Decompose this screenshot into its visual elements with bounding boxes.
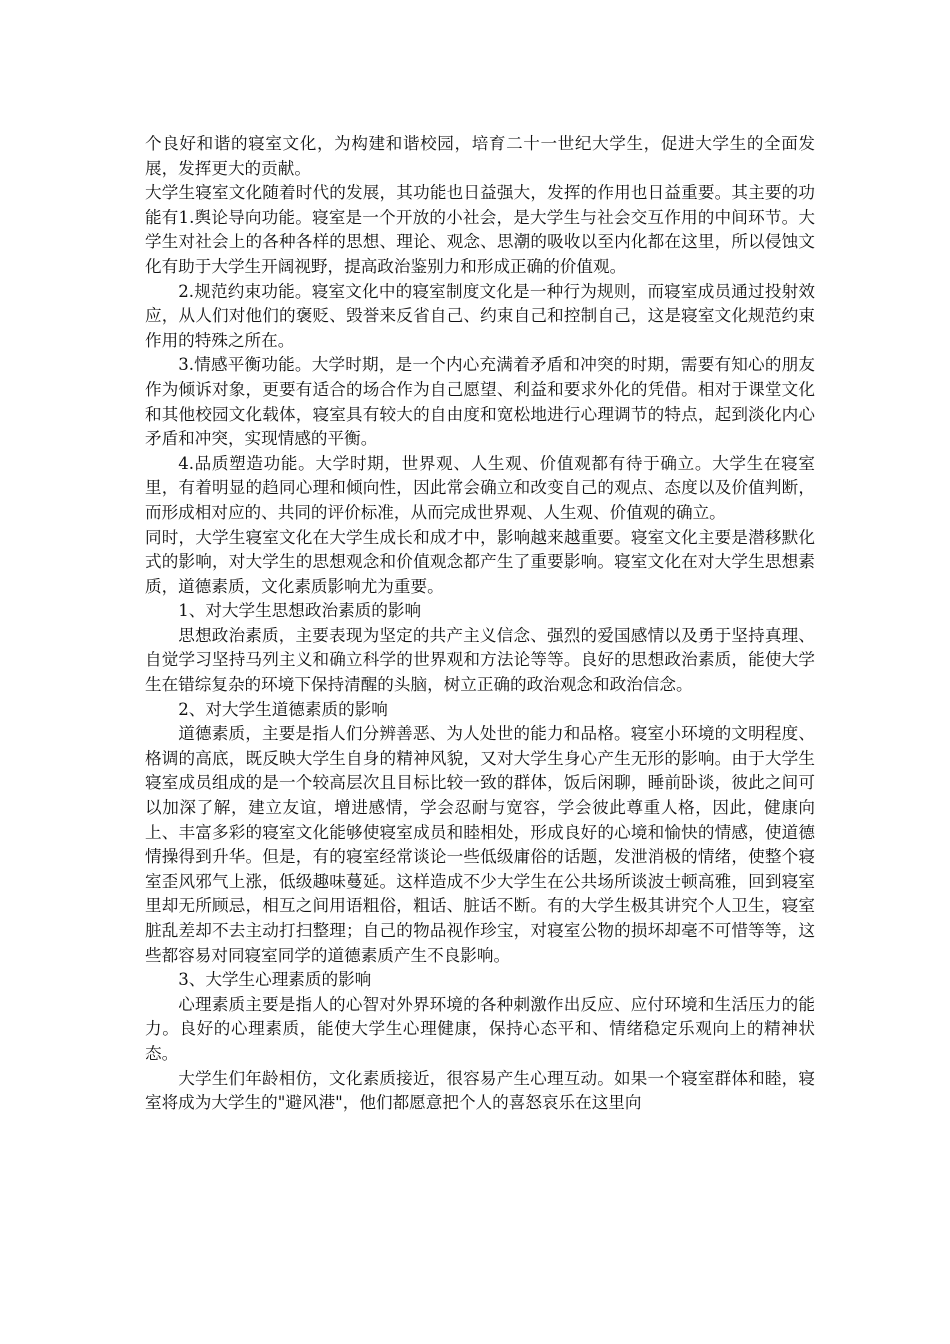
paragraph-psychological-quality: 心理素质主要是指人的心智对外界环境的各种刺激作出反应、应付环境和生活压力的能力。良好的心理素质，能使大学生心理健康，保持心态平和、情绪稳定乐观向上的精神状态。 [145,994,815,1063]
document-body [145,132,815,1116]
paragraph-psychological-interaction: 大学生们年龄相仿，文化素质接近，很容易产生心理互动。如果一个寝室群体和睦，寝室将成为大学生的"避风港"，他们都愿意把个人的喜怒哀乐在这里向 [145,1068,815,1113]
paragraph-moral-quality: 道德素质，主要是指人们分辨善恶、为人处世的能力和品格。寝室小环境的文明程度、格调的高底，既反映大学生自身的精神风貌，又对大学生身心产生无形的影响。由于大学生寝室成员组成的是一个较高层次且目标比较一致的群体，饭后闲聊，睡前卧谈，彼此之间可以加深了解，建立友谊，增进感情，学会忍耐与宽容，学会彼此尊重人格，因此，健康向上、丰富多彩的寝室文化能够使寝室成员和睦相处，形成良好的心境和愉快的情感，使道德情操得到升华。但是，有的寝室经常谈论一些低级庸俗的话题，发泄消极的情绪，使整个寝室歪风邪气上涨，低级趣味蔓延。这样造成不少大学生在公共场所谈波士顿高雅，回到寝室里却无所顾忌，相互之间用语粗俗，粗话、脏话不断。有的大学生极其讲究个人卫生，寝室脏乱差却不去主动打扫整理；自己的物品视作珍宝，对寝室公物的损坏却毫不可惜等等，这些都容易对同寝室同学的道德素质产生不良影响。 [145,724,815,965]
paragraph-political-quality: 思想政治素质，主要表现为坚定的共产主义信念、强烈的爱国感情以及勇于坚持真理、自觉学习坚持马列主义和确立科学的世界观和方法论等等。良好的思想政治素质，能使大学生在错综复杂的环境下保持清醒的头脑，树立正确的政治观念和政治信念。 [145,625,815,695]
paragraph-influence-overview: 同时，大学生寝室文化在大学生成长和成才中，影响越来越重要。寝室文化主要是潜移默化式的影响，对大学生的思想观念和价值观念都产生了重要影响。寝室文化在对大学生思想素质，道德素质，文化素质影响尤为重要。 [145,527,815,596]
paragraph-emotion-balance: 3.情感平衡功能。大学时期，是一个内心充满着矛盾和冲突的时期，需要有知心的朋友作为倾诉对象，更要有适合的场合作为自己愿望、利益和要求外化的凭借。相对于课堂文化和其他校园文化载体，寝室具有较大的自由度和宽松地进行心理调节的特点，起到淡化内心矛盾和冲突，实现情感的平衡。 [145,355,815,449]
section-heading-moral: 2、对大学生道德素质的影响 [178,699,388,719]
paragraph-character-shaping: 4.品质塑造功能。大学时期，世界观、人生观、价值观都有待于确立。大学生在寝室里，有着明显的趋同心理和倾向性，因此常会确立和改变自己的观点、态度以及价值判断，而形成相对应的、共同的评价标准，从而完成世界观、人生观、价值观的确立。 [145,453,815,522]
paragraph-norm-constraint: 2.规范约束功能。寝室文化中的寝室制度文化是一种行为规则，而寝室成员通过投射效应，从人们对他们的褒贬、毁誉来反省自己、约束自己和控制自己，这是寝室文化规范约束作用的特殊之所在。 [145,281,815,350]
paragraph-intro-continuation: 个良好和谐的寝室文化，为构建和谐校园，培育二十一世纪大学生，促进大学生的全面发展，发挥更大的贡献。 [145,134,815,178]
section-heading-psychological: 3、大学生心理素质的影响 [178,970,372,990]
section-heading-political: 1、对大学生思想政治素质的影响 [178,601,422,621]
paragraph-functions-overview: 大学生寝室文化随着时代的发展，其功能也日益强大，发挥的作用也日益重要。其主要的功能有1.舆论导向功能。寝室是一个开放的小社会，是大学生与社会交互作用的中间环节。大学生对社会上的各种各样的思想、理论、观念、思潮的吸收以至内化都在这里，所以侵蚀文化有助于大学生开阔视野，提高政治鉴别力和形成正确的价值观。 [145,183,815,276]
